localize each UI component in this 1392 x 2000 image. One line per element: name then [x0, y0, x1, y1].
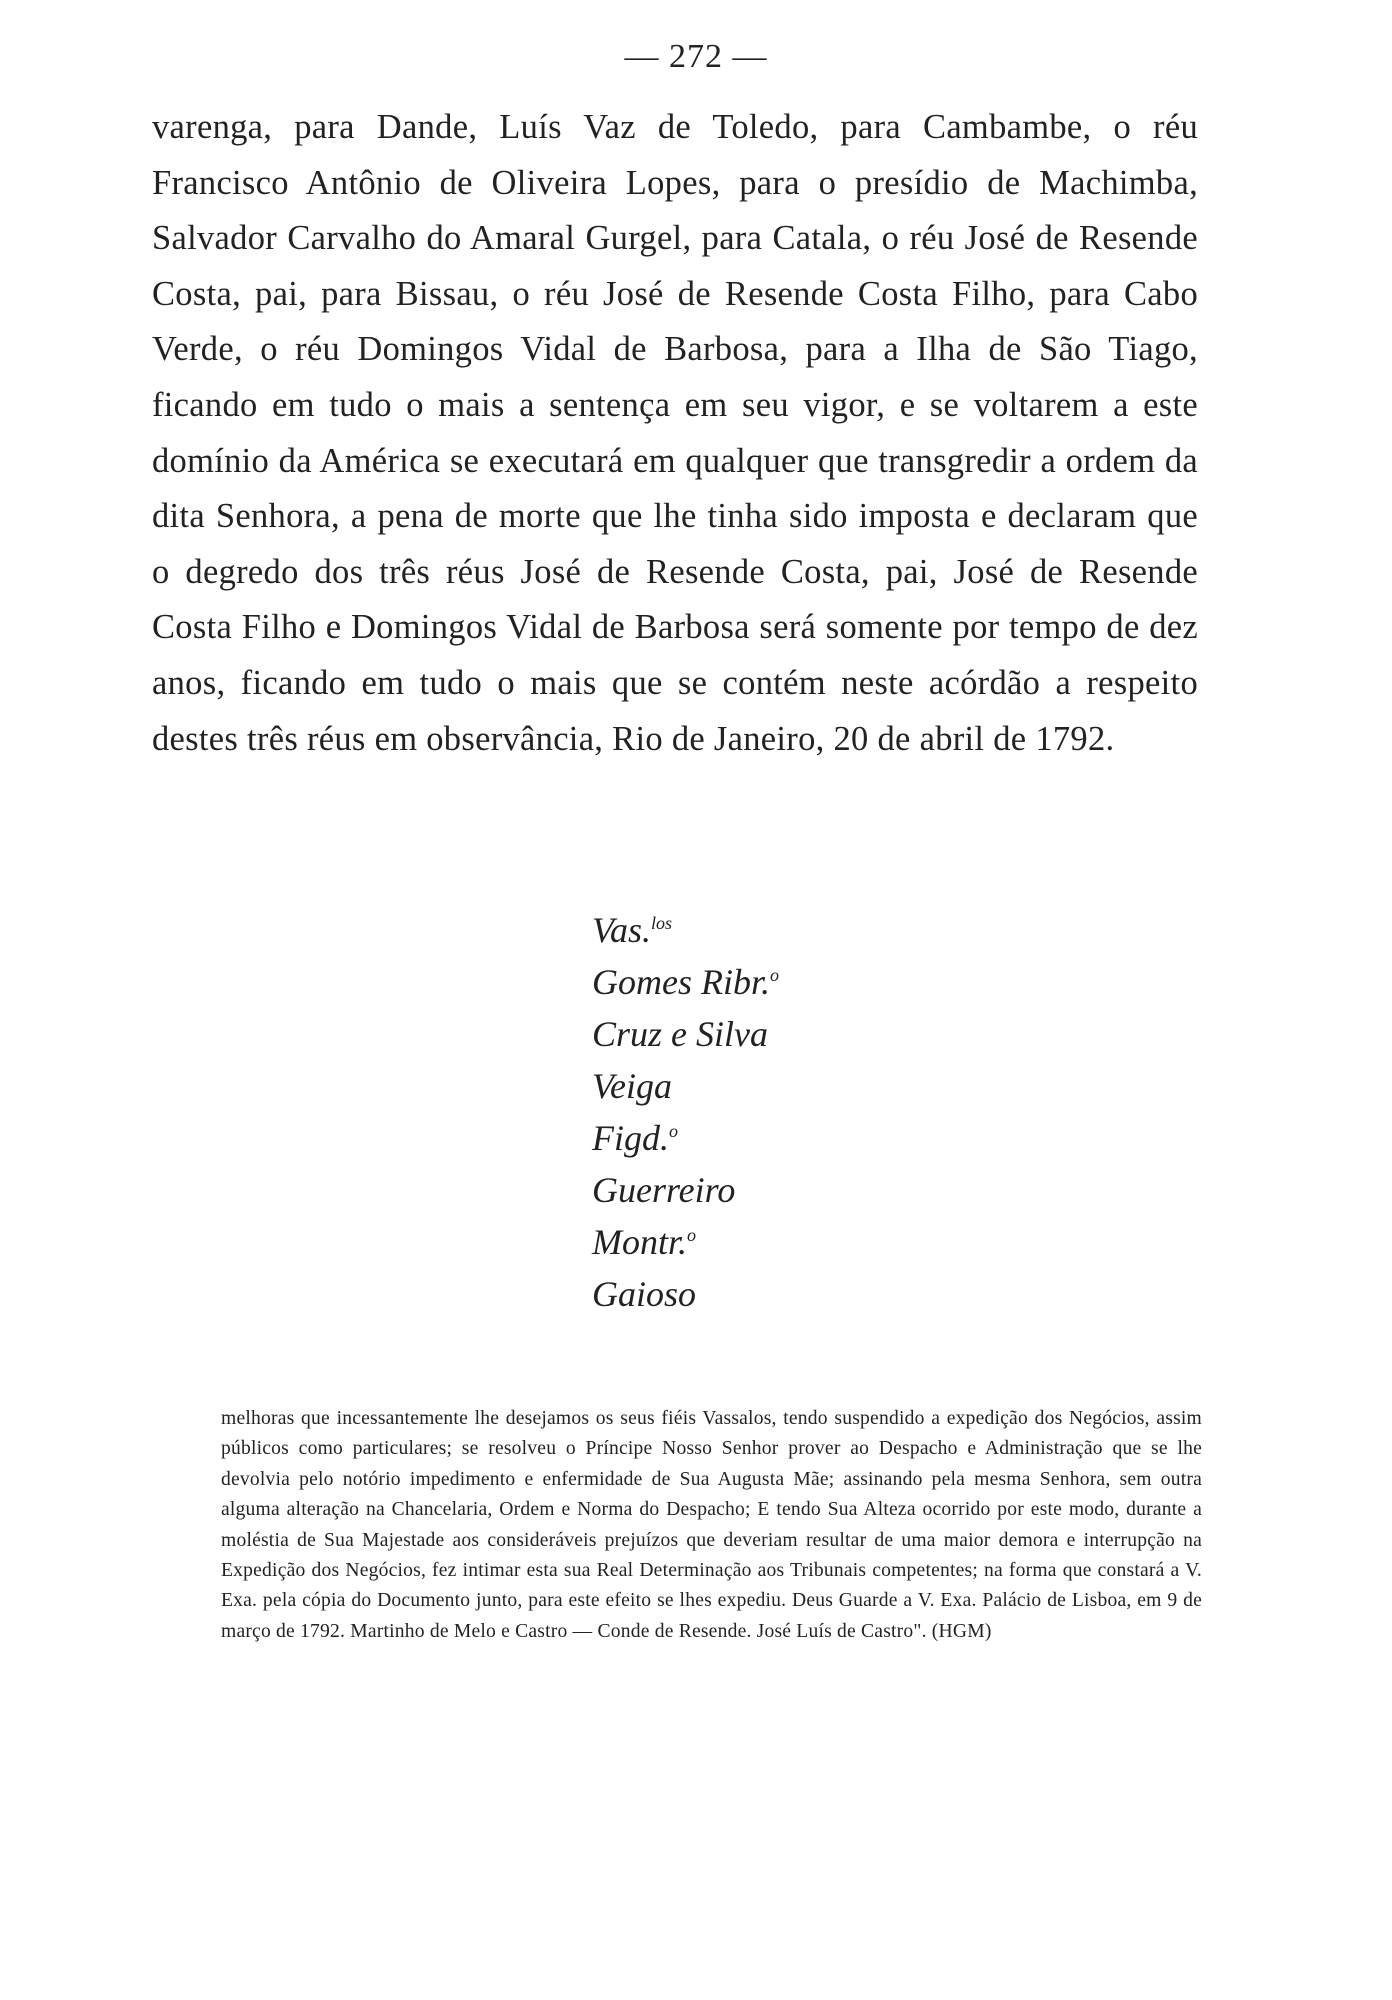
body-paragraph: varenga, para Dande, Luís Vaz de Toledo, para Cambambe, o réu Francisco Antônio de Oliveira Lopes, para o presídio de Machimba, Salvador Carvalho do Amaral Gurgel, para Catala, o réu José de Resende Costa, pai, para Bissau, o réu José de Resende Costa Filho, para Cabo Verde, o réu Domingos Vidal de Barbosa, para a Ilha de São Tiago, ficando em tudo o mais a sentença em seu vigor, e se voltarem a este domínio da América se executará em qualquer que transgredir a ordem da dita Senhora, a pena de morte que lhe tinha sido imposta e declaram que o degredo dos três réus José de Resende Costa, pai, José de Resende Costa Filho e Domingos Vidal de Barbosa será somente por tempo de dez anos, ficando em tudo o mais que se contém neste acórdão a respeito destes três réus em observância, Rio de Janeiro, 20 de abril de 1792. [152, 108, 1198, 758]
signature-superscript: o [669, 1121, 678, 1141]
signature-name: Guerreiro [592, 1170, 736, 1210]
signature-name: Veiga [592, 1066, 672, 1106]
signature-line [592, 1008, 779, 1060]
footnote-text: melhoras que incessantemente lhe desejamos os seus fiéis Vassalos, tendo suspendido a expedição dos Negócios, assim públicos como particulares; se resolveu o Príncipe Nosso Senhor prover ao Despacho e Administração que se lhe devolvia pelo notório impedimento e enfermidade de Sua Augusta Mãe; assinando pela mesma Senhora, sem outra alguma alteração na Chancelaria, Ordem e Norma do Despacho; E tendo Sua Alteza ocorrido por este modo, durante a moléstia de Sua Majestade aos consideráveis prejuízos que deveriam resultar de uma maior demora e interrupção na Expedição dos Negócios, fez intimar esta sua Real Determinação aos Tribunais competentes; na forma que constará a V. Exa. pela cópia do Documento junto, para este efeito se lhes expediu. Deus Guarde a V. Exa. Palácio de Lisboa, em 9 de março de 1792. Martinho de Melo e Castro — Conde de Resende. José Luís de Castro". (HGM) [221, 1408, 1202, 1642]
signature-list [592, 904, 779, 1320]
signature-name: Cruz e Silva [592, 1014, 768, 1054]
signature-line [592, 1216, 779, 1268]
signature-name: Gaioso [592, 1274, 697, 1314]
signature-line [592, 1164, 779, 1216]
signature-name: Montr. [592, 1222, 688, 1262]
signature-line [592, 1268, 779, 1320]
signature-name: Figd. [592, 1118, 669, 1158]
signature-superscript: los [651, 913, 673, 933]
signature-line [592, 904, 779, 956]
signature-name: Gomes Ribr. [592, 962, 770, 1002]
signature-line [592, 956, 779, 1008]
signature-name: Vas. [592, 910, 652, 950]
signature-line [592, 1112, 779, 1164]
signature-line [592, 1060, 779, 1112]
signature-superscript: o [770, 965, 779, 985]
signature-superscript: o [687, 1225, 697, 1245]
page-number: — 272 — [624, 38, 768, 75]
